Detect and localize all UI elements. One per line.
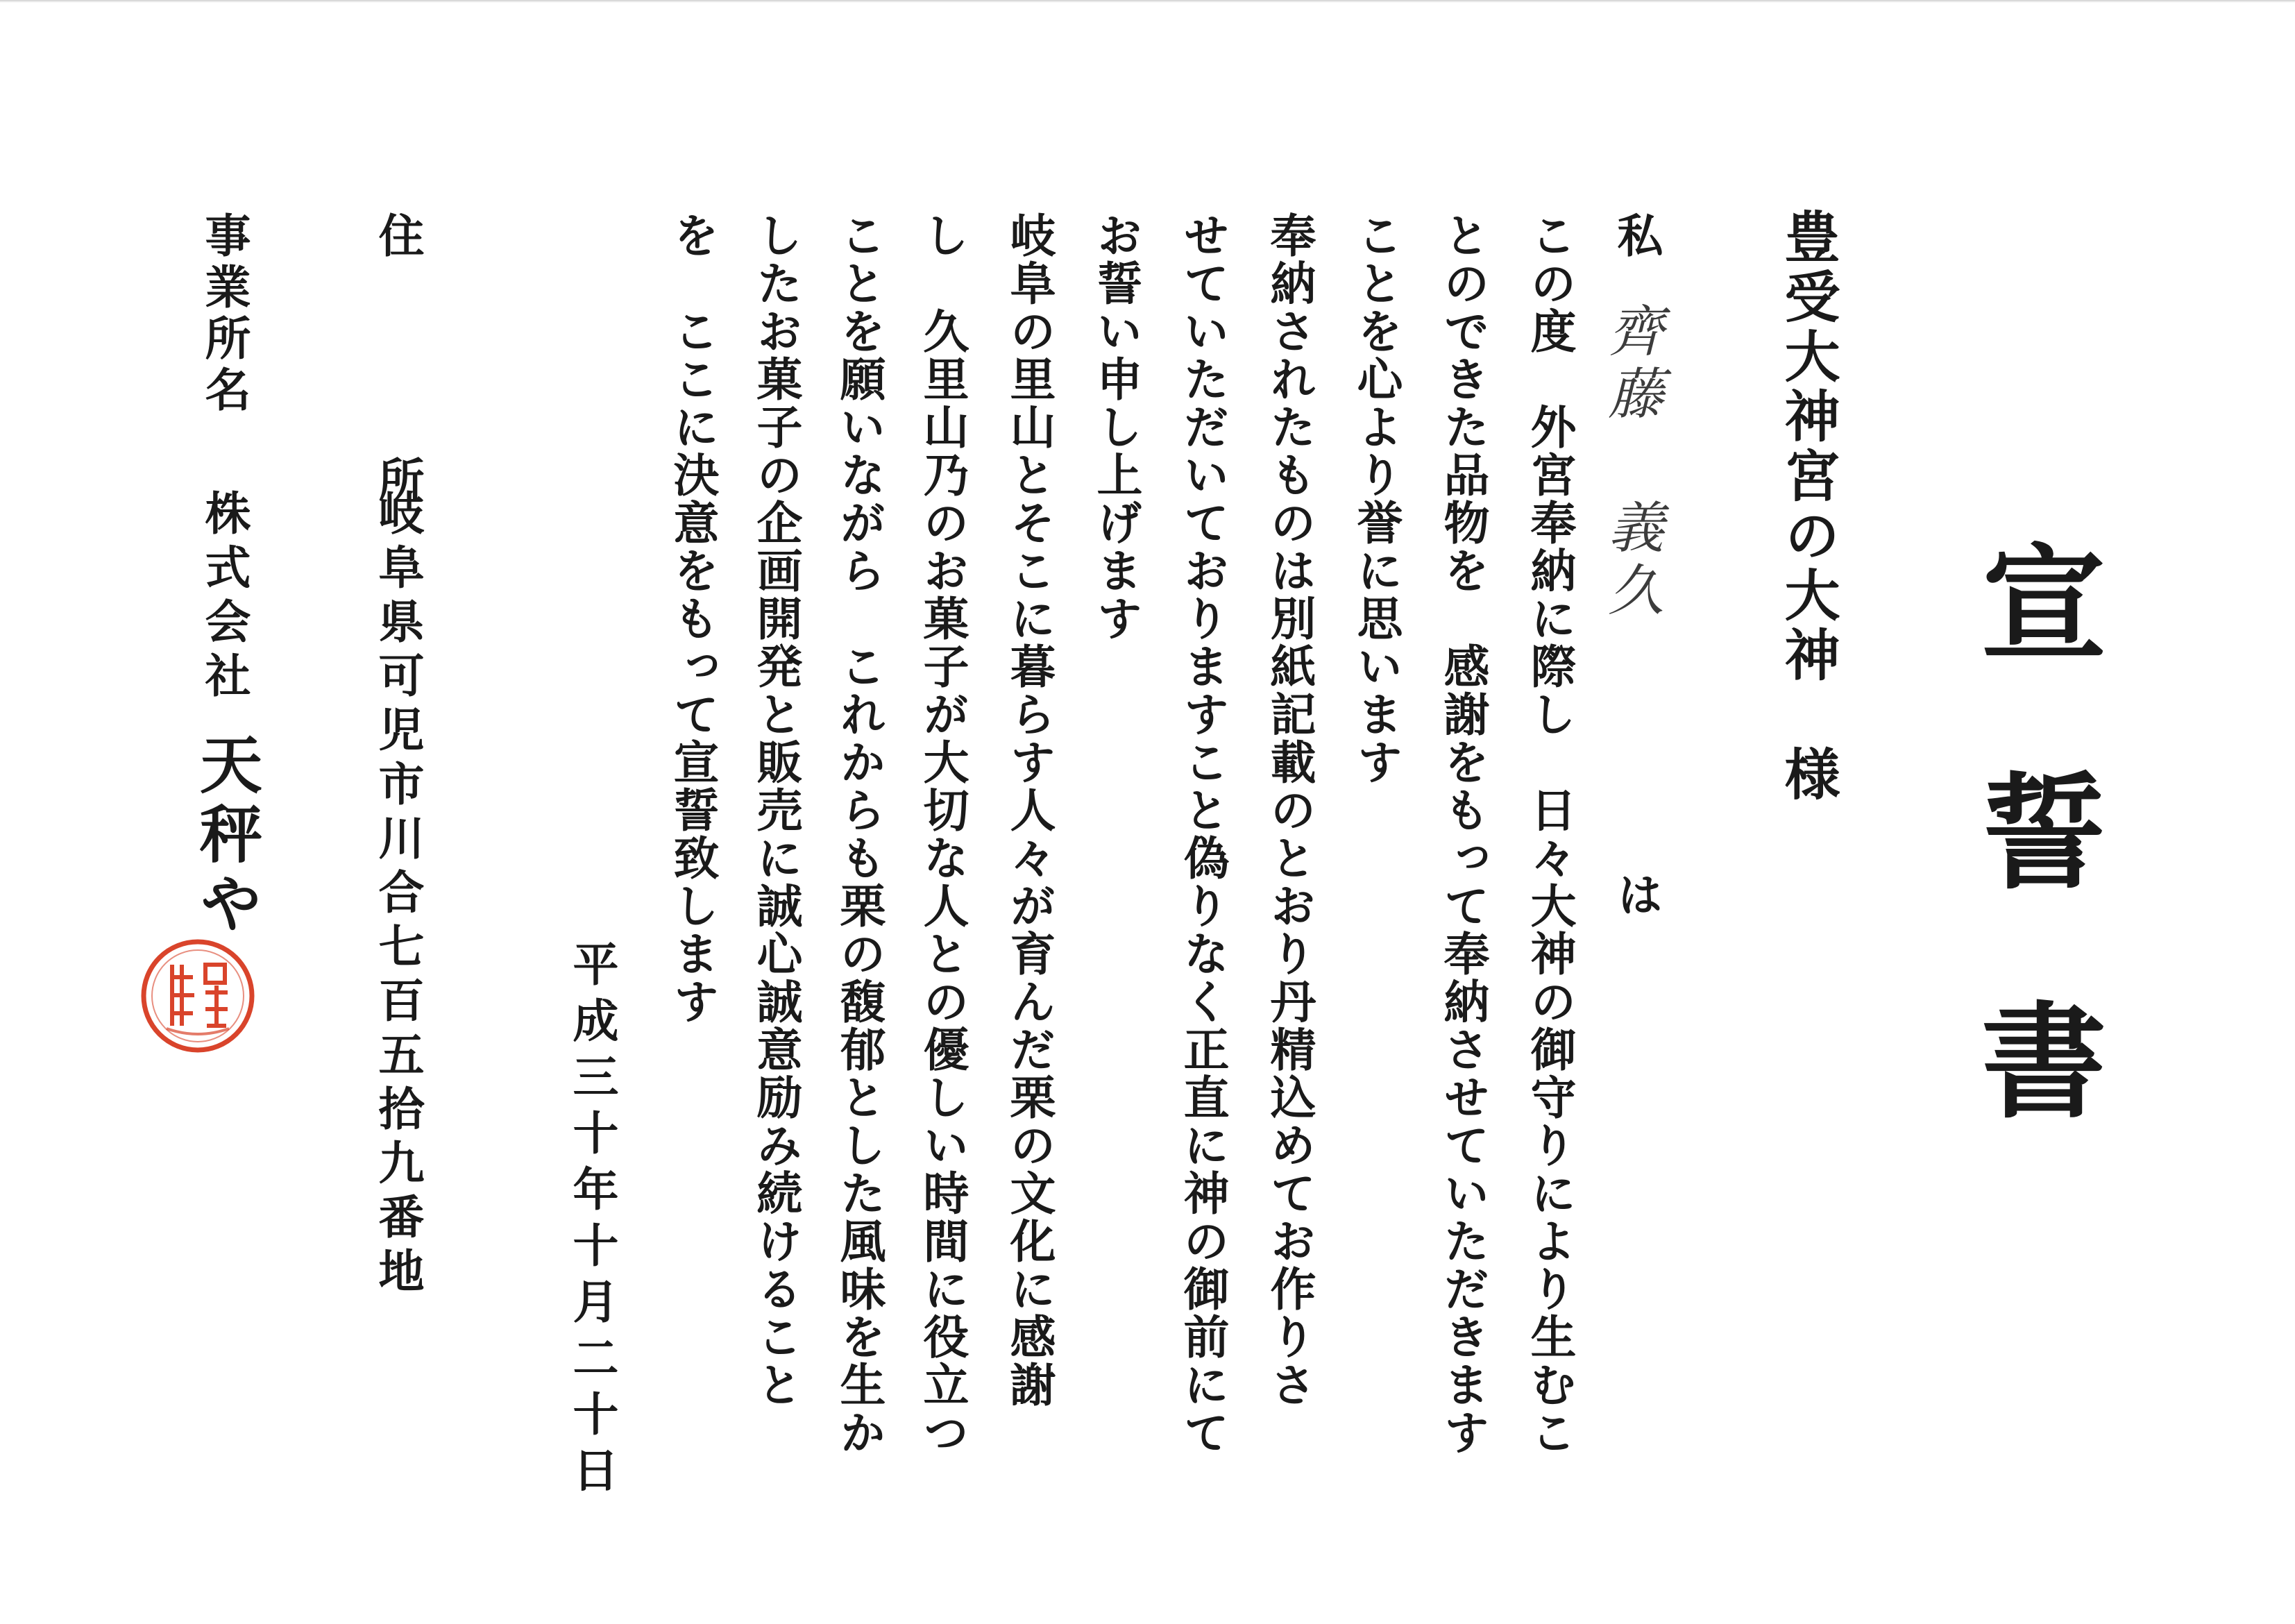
body-line-12: を ここに決意をもって宣誓致します [666,212,720,1026]
body-line-11: したお菓子の企画開発と販売に誠心誠意励み続けること [749,212,803,1409]
body-line-6: せていただいておりますこと偽りなく正直に神の御前にて [1176,212,1230,1457]
body-line-10: ことを願いながら これからも栗の馥郁とした風味を生か [832,212,886,1457]
document-title: 宣誓書 [1961,538,2107,1225]
body-line-2: この度 外宮奉納に際し 日々大神の御守りにより生むこ [1523,212,1577,1457]
company-prefix: 株式会社 [197,489,251,706]
document-date: 平成三十年十月二十日 [565,940,619,1503]
body-line-4: ことを心より誉に思います [1349,212,1403,786]
body-line-7: お誓い申し上げます [1089,212,1143,643]
body-line-8: 岐阜の里山とそこに暮らす人々が育んだ栗の文化に感謝 [1002,212,1056,1409]
company-name: 天秤や [189,732,262,940]
body-line-1: 私 [1609,212,1663,260]
handwritten-signature: 齊藤 義久 [1599,302,1663,623]
seal-stamp [139,937,257,1055]
addressee: 豊受大神宮の大神 様 [1775,208,1840,805]
address-label: 住 所 [371,212,425,578]
body-line-9: し 久里山乃のお菓子が大切な人との優しい時間に役立つ [915,212,969,1457]
signature-particle: は [1609,871,1663,919]
body-line-3: とのできた品物を 感謝をもって奉納させていただきます [1436,212,1490,1457]
scan-edge [0,0,2295,3]
office-label: 事業所名 [197,212,251,417]
address-value: 岐阜県可児市川合七百五拾九番地 [371,489,425,1301]
body-line-5: 奉納されたものは別紙記載のとおり丹精込めてお作りさ [1262,212,1316,1409]
